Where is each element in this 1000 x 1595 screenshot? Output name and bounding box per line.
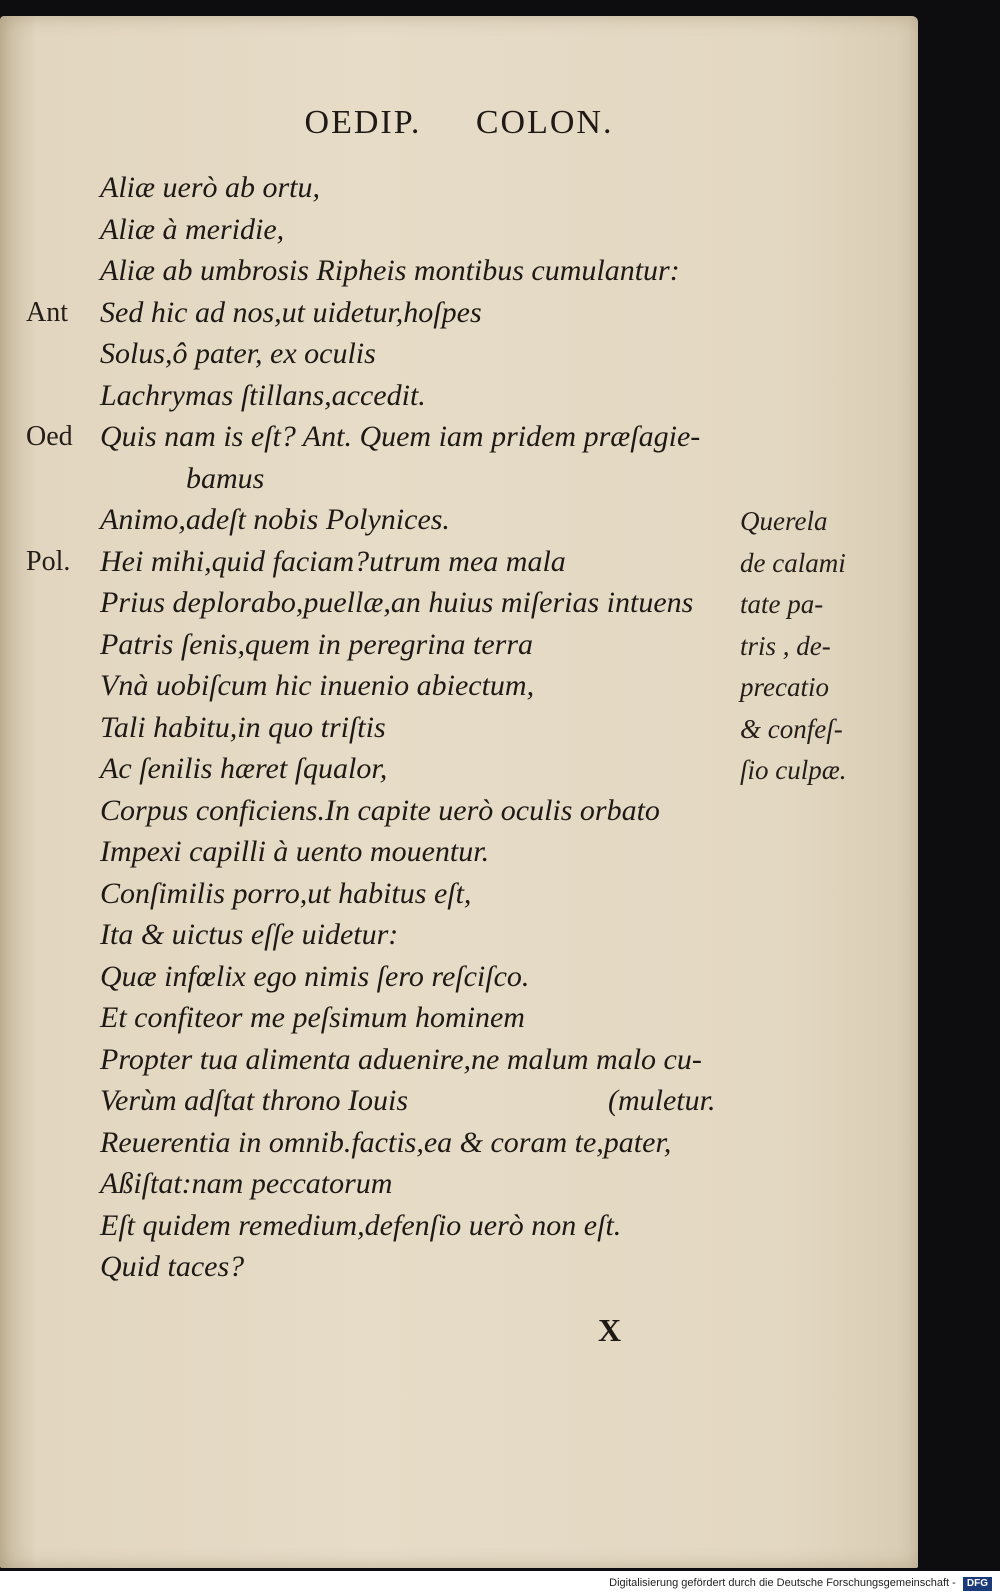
margin-note-line: & confeſ-: [740, 713, 843, 744]
verse-line: [0, 1164, 918, 1204]
verse-text-line: Ita & uictus eſſe uidetur:: [100, 918, 399, 951]
verse-continuation: (muletur.: [608, 1084, 716, 1117]
verse-text-line: Reuerentia in omnib.factis,ea & coram te,pater,: [100, 1125, 672, 1159]
verse-line: [0, 1081, 918, 1121]
verse-line: [0, 417, 918, 457]
verse-text-line: Eſt quidem remedium,defenſio uerò non eſt.: [100, 1208, 622, 1242]
margin-note-line: Querela: [740, 506, 828, 536]
verse-line: [0, 168, 918, 208]
verse-text-line: Lachrymas ſtillans,accedit.: [100, 378, 426, 412]
verse-text-line: bamus: [186, 461, 265, 495]
verse-text-line: Impexi capilli à uento mouentur.: [100, 835, 490, 868]
verse-line: [0, 791, 918, 831]
verse-text-line: Solus,ô pater, ex oculis: [100, 337, 376, 370]
verse-text-line: Prius deplorabo,puellæ,an huius miſerias intuens: [100, 586, 694, 619]
verse-line: [0, 874, 918, 914]
verse-text-line: Sed hic ad nos,ut uidetur,hoſpes: [100, 295, 482, 329]
verse-text-line: Verùm adſtat throno Iouis: [100, 1084, 409, 1117]
verse-line: [0, 1123, 918, 1163]
verse-text-line: Aßiſtat:nam peccatorum: [100, 1167, 393, 1200]
verse-line: [0, 251, 918, 291]
verse-line: [0, 1247, 918, 1287]
margin-note-line: ſio culpæ.: [740, 755, 847, 785]
verse-line: [0, 376, 918, 416]
verse-text-line: Hei mihi,quid faciam?utrum mea mala: [100, 544, 566, 578]
verse-text-line: Corpus conficiens.In capite uerò oculis orbato: [100, 793, 660, 827]
header-right: COLON.: [475, 104, 614, 141]
speaker-label: Ant: [26, 296, 68, 328]
speaker-label: Oed: [26, 421, 73, 452]
header-left: OEDIP.: [304, 104, 422, 141]
verse-line: [0, 1206, 918, 1246]
verse-text-line: Quis nam is eſt? Ant. Quem iam pridem præſagie-: [100, 420, 701, 453]
dfg-logo: DFG: [963, 1577, 992, 1591]
margin-note-line: tris , de-: [740, 630, 831, 661]
verse-text-line: Quæ infœlix ego nimis ſero reſciſco.: [100, 959, 530, 993]
verse-text-line: Ac ſenilis hæret ſqualor,: [100, 752, 388, 785]
verse-text-line: Patris ſenis,quem in peregrina terra: [100, 627, 534, 661]
running-header: [0, 104, 918, 142]
margin-note-line: de calami: [740, 547, 846, 578]
verse-line: [0, 210, 918, 250]
verse-text-line: Propter tua alimenta aduenire,ne malum malo cu-: [100, 1042, 702, 1076]
verse-line: [0, 915, 918, 955]
margin-note-line: tate pa-: [740, 589, 824, 619]
verse-line: [0, 832, 918, 872]
verse-text-line: Aliæ à meridie,: [100, 212, 285, 246]
margin-note-line: precatio: [740, 672, 829, 702]
book-page: [0, 16, 918, 1568]
verse-text-line: Tali habitu,in quo triſtis: [100, 710, 386, 744]
verse-line: [0, 293, 918, 333]
verse-text-line: Animo,adeſt nobis Polynices.: [100, 503, 450, 536]
verse-line: [0, 459, 918, 499]
verse-text-line: Et confiteor me peſsimum hominem: [100, 1001, 525, 1034]
verse-line: [0, 998, 918, 1038]
signature-mark: X: [598, 1312, 622, 1348]
footer-text: Digitalisierung gefördert durch die Deutsche Forschungsgemeinschaft -: [609, 1577, 956, 1589]
speaker-label: Pol.: [26, 545, 71, 577]
verse-text-line: Aliæ uerò ab ortu,: [100, 171, 321, 204]
verse-text-line: Aliæ ab umbrosis Ripheis montibus cumulantur:: [100, 254, 680, 287]
verse-text-line: Vnà uobiſcum hic inuenio abiectum,: [100, 669, 535, 702]
footer-bar: [0, 1571, 1000, 1595]
verse-line: [0, 1040, 918, 1080]
verse-text-line: Quid taces?: [100, 1250, 245, 1283]
verse-line: [0, 957, 918, 997]
verse-text-line: Conſimilis porro,ut habitus eſt,: [100, 876, 472, 910]
verse-line: [0, 334, 918, 374]
